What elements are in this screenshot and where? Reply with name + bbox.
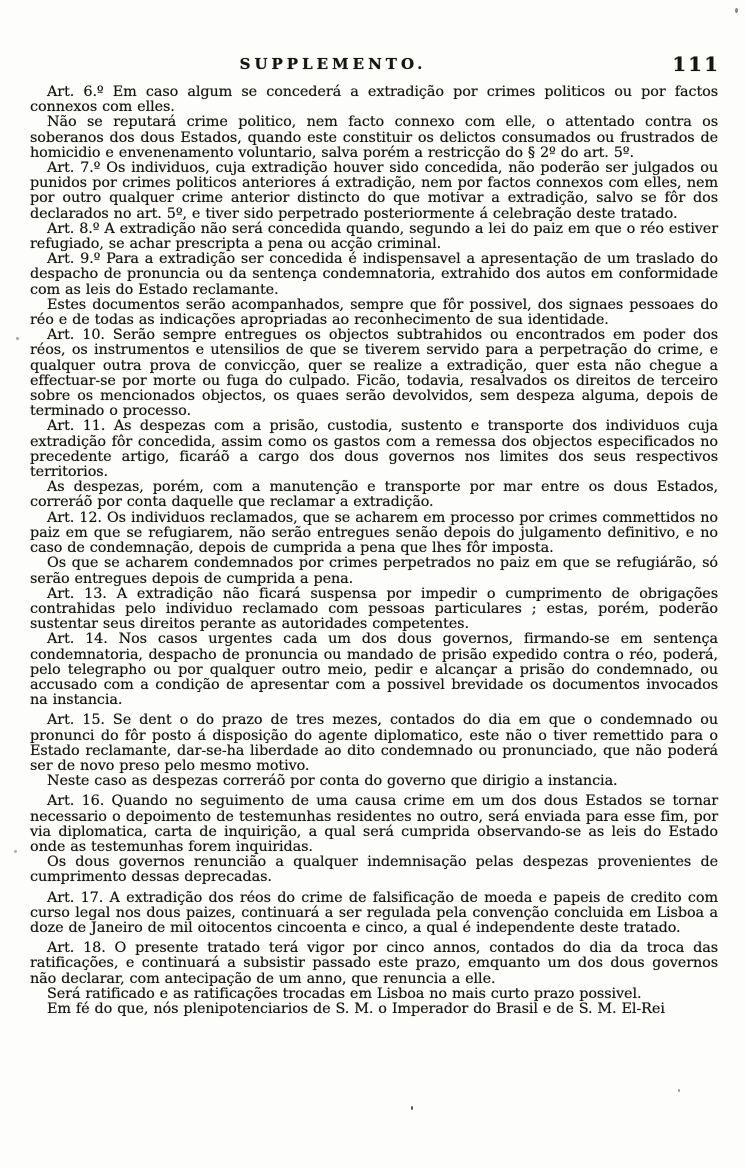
paragraph-art-13: Art. 13. A extradição não ficará suspensa por impedir o cumprimento de obrigações contrahidas pelo individuo reclamado com pessoas particulares ; estas, porém, poderão sustentar seus direitos perante as autoridades competentes. [30,585,718,633]
paragraph: Neste caso as despezas correráõ por conta do governo que dirigio a instancia. [47,773,618,790]
paragraph: Será ratificado e as ratificações trocadas em Lisboa no mais curto prazo possivel. [47,985,642,1002]
paragraph: Os dous governos renuncião a qualquer indemnisação pelas despezas provenientes de cumprimento dessas deprecadas. [30,854,718,886]
paragraph: Em fé do que, nós plenipotenciarios de S. M. o Imperador do Brasil e de S. M. El-Rei [47,1000,665,1017]
running-head [0,52,746,80]
paragraph-art-16: Art. 16. Quando no seguimento de uma causa crime em um dos dous Estados se tornar necessario o depoimento de testemunhas residentes no outro, será enviada para esse fim, por via diplomatica, carta de inquirição, a qual será cumprida observando-se as leis do Estado onde as testemunhas forem inquiridas. [30,793,718,855]
paragraph: Estes documentos serão acompanhados, sempre que fôr possivel, dos signaes pessoaes do réo e de todas as indicações apropriadas ao reconhecimento de sua identidade. [30,296,718,329]
page-header-title: SUPPLEMENTO. [239,55,427,73]
paragraph-art-9: Art. 9.º Para a extradição ser concedida é indispensavel a apresentação de um traslado do despacho de pronuncia ou da sentença condemnatoria, extrahido dos autos em conformidade com as leis do Estado reclamante. [30,251,718,298]
paragraph-art-7: Art. 7.º Os individuos, cuja extradição houver sido concedida, não poderão ser julgados ou punidos por crimes politicos anteriores á extradição, nem por factos connexos com elles, nem por outro qualquer crime anterior distincto do que motivar a extradição, salvo se fôr dos declarados no art. 5º, e tiver sido perpetrado posteriormente á celebração deste tratado. [30,160,718,222]
paragraph: Não se reputará crime politico, nem facto connexo com elle, o attentado contra os soberanos dos dous Estados, quando este constituir os delictos consumados ou frustrados de homicidio e envenenamento voluntario, salva porém a restricção do § 2º do art. 5º. [30,114,718,161]
paragraph: As despezas, porém, com a manutenção e transporte por mar entre os dous Estados, correráõ por conta daquelle que reclamar a extradição. [30,479,718,511]
paragraph-art-12: Art. 12. Os individuos reclamados, que se acharem em processo por crimes commettidos no paiz em que se refugiarem, não serão entregues senão depois do julgamento definitivo, e no caso de condemnação, depois de cumprida a pena que lhes fôr imposta. [30,509,718,557]
scan-speck [14,850,17,853]
body-text [30,85,718,1017]
paragraph-art-17: Art. 17. A extradição dos réos do crime de falsificação de moeda e papeis de credito com curso legal nos dous paizes, continuará a ser regulada pela convenção concluida em Lisboa a doze de Janeiro de mil oitocentos cincoenta e cinco, a qual é independente deste tratado. [30,889,718,936]
paragraph-art-6: Art. 6.º Em caso algum se concederá a extradição por crimes politicos ou por factos connexos com elles. [30,84,718,116]
paragraph: Os que se acharem condemnados por crimes perpetrados no paiz em que se refugiárão, só serão entregues depois de cumprida a pena. [30,555,718,587]
scan-speck [411,1106,413,1110]
scan-speck [735,8,738,13]
scan-speck [678,1089,680,1092]
paragraph-art-18: Art. 18. O presente tratado terá vigor por cinco annos, contados do dia da troca das ratificações, e continuará a subsistir passado este prazo, emquanto um dos dous governos não declarar, com antecipação de um anno, que renuncia a elle. [30,940,718,987]
paragraph-art-15: Art. 15. Se dent o do prazo de tres mezes, contados do dia em que o condemnado ou pronunci do fôr posto á disposição do agente diplomatico, este não o tiver remettido para o Estado reclamante, dar-se-ha liberdade ao dito condemnado ou pronunciado, que não poderá ser de novo preso pelo mesmo motivo. [30,712,718,774]
paragraph-art-8: Art. 8.º A extradição não será concedida quando, segundo a lei do paiz em que o réo estiver refugiado, se achar prescripta a pena ou acção criminal. [30,220,718,253]
paragraph-art-11: Art. 11. As despezas com a prisão, custodia, sustento e transporte dos individuos cuja extradição fôr concedida, assim como os gastos com a remessa dos objectos especificados no precedente artigo, ficaráõ a cargo dos dous governos nos limites dos seus respectivos territorios. [30,418,718,481]
paragraph-art-10: Art. 10. Serão sempre entregues os objectos subtrahidos ou encontrados em poder dos réos, os instrumentos e utensilios de que se tiverem servido para a perpetração do crime, e qualquer outra prova de convicção, quer se realize a extradição, quer esta não chegue a effectuar-se por morte ou fuga do culpado. Ficão, todavia, resalvados os direitos de terceiro sobre os mencionados objectos, os quaes serão devolvidos, sem despeza alguma, depois de terminado o processo. [30,327,718,420]
scan-speck [16,337,19,340]
paragraph-art-14: Art. 14. Nos casos urgentes cada um dos dous governos, firmando-se em sentença condemnatoria, despacho de pronuncia ou mandado de prisão expedido contra o réo, poderá, pelo telegrapho ou por qualquer outro meio, pedir e alcançar a prisão do condemnado, ou accusado com a condição de apresentar com a possivel brevidade os documentos invocados na instancia. [30,631,718,709]
page-number: 111 [672,52,720,76]
